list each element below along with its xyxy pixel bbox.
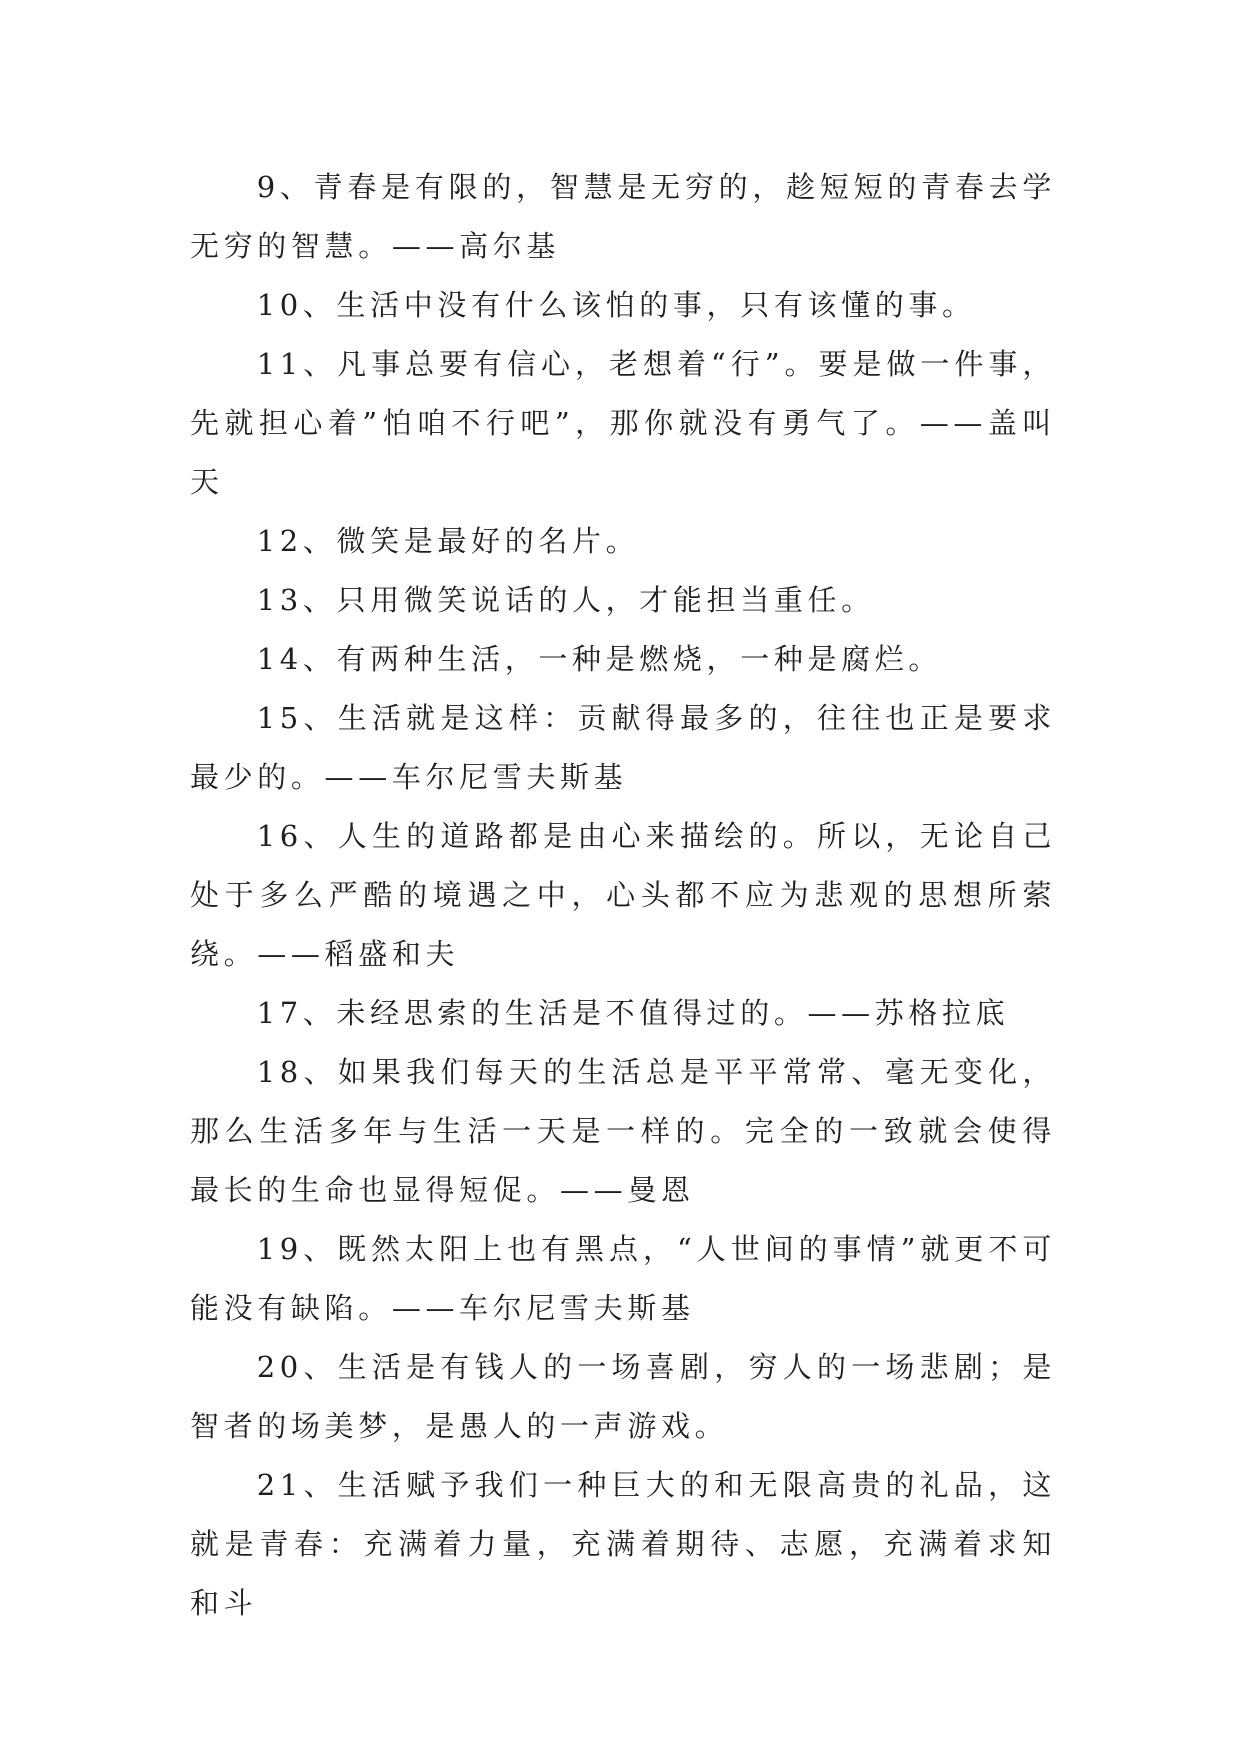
quote-paragraph-19: 19、既然太阳上也有黑点，“人世间的事情”就更不可能没有缺陷。——车尔尼雪夫斯基 bbox=[190, 1232, 1056, 1325]
quote-paragraph-12: 12、微笑是最好的名片。 bbox=[256, 524, 640, 558]
quote-paragraph-18: 18、如果我们每天的生活总是平平常常、毫无变化，那么生活多年与生活一天是一样的。完全的一致就会使得最长的生命也显得短促。——曼恩 bbox=[190, 1055, 1056, 1207]
quote-paragraph-14: 14、有两种生活，一种是燃烧，一种是腐烂。 bbox=[256, 642, 943, 676]
document-page bbox=[190, 158, 1056, 1633]
quote-paragraph-13: 13、只用微笑说话的人，才能担当重任。 bbox=[256, 583, 875, 617]
quote-paragraph-20: 20、生活是有钱人的一场喜剧，穷人的一场悲剧；是智者的场美梦，是愚人的一声游戏。 bbox=[190, 1350, 1056, 1443]
quote-paragraph-11: 11、凡事总要有信心，老想着“行”。要是做一件事，先就担心着”怕咱不行吧”，那你就没有勇气了。——盖叫天 bbox=[190, 347, 1056, 499]
quote-paragraph-17: 17、未经思索的生活是不值得过的。——苏格拉底 bbox=[256, 996, 1010, 1030]
quote-paragraph-9: 9、青春是有限的，智慧是无穷的，趁短短的青春去学无穷的智慧。——高尔基 bbox=[190, 170, 1056, 263]
quote-paragraph-10: 10、生活中没有什么该怕的事，只有该懂的事。 bbox=[256, 288, 976, 322]
quote-paragraph-16: 16、人生的道路都是由心来描绘的。所以，无论自己处于多么严酷的境遇之中，心头都不应为悲观的思想所萦绕。——稻盛和夫 bbox=[190, 819, 1056, 971]
quote-paragraph-15: 15、生活就是这样：贡献得最多的，往往也正是要求最少的。——车尔尼雪夫斯基 bbox=[190, 701, 1056, 794]
quote-paragraph-21: 21、生活赋予我们一种巨大的和无限高贵的礼品，这就是青春：充满着力量，充满着期待、志愿，充满着求知和斗 bbox=[190, 1468, 1056, 1620]
